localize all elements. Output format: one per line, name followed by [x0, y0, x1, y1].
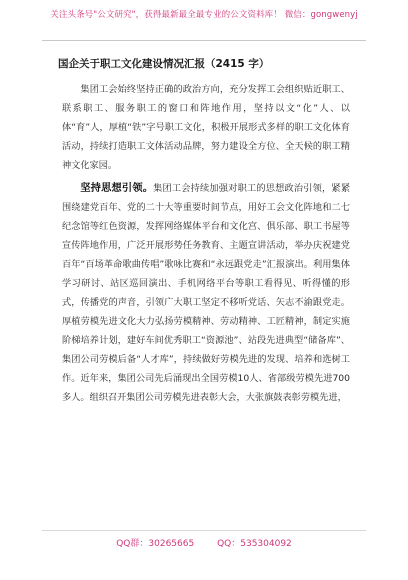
header-promo-note: 关注头条号"公文研究"，获得最新最全最专业的公文资料库！ 微信：gongwenyj [50, 10, 358, 20]
document-title: 国企关于职工文化建设情况汇报（2415 字） [58, 58, 270, 70]
header-divider [42, 40, 366, 41]
paragraph-2-text: 集团工会持续加强对职工的思想政治引领，紧紧围绕建党百年、党的二十大等重要时间节点，用好工会文化阵地和二七纪念馆等红色资源，发挥网络媒体平台和文化宫、俱乐部、职工书屋等宣传阵地作用，广泛开展形势任务教育、主题宣讲活动，举办庆祝建党百年“百场革命歌曲传唱”歌咏比赛和“永远跟党走”汇报演出。利用集体学习研讨、站区巡回演出、手机网络平台等职工看得见、听得懂的形式，传播党的声音，引领广大职工坚定不移听党话、矢志不渝跟党走。厚植劳模先进文化大力弘扬劳模精神、劳动精神、工匠精神，制定实施阶梯培养计划，建好车间优秀职工“资源池”、站段先进典型“储备库”、集团公司劳模后备“人才库”，持续做好劳模先进的发现、培养和选树工作。近年来，集团公司先后涌现出全国劳模10人、省部级劳模先进700多人。组织召开集团公司劳模先进表彰大会，大张旗鼓表彰劳模先进， [62, 183, 351, 403]
paragraph-2 [62, 179, 350, 407]
paragraph-1-text: 集团工会始终坚持正确的政治方向，充分发挥工会组织贴近职工、联系职工、服务职工的窗口和阵地作用，坚持以文“化”人、以体“育”人，厚植“铁”字号职工文化，积极开展形式多样的职工文化体育活动，持续打造职工文体活动品牌，努力建设全方位、全天候的职工精神文化家园。 [62, 84, 350, 171]
footer-qq-group: QQ群：30265665 [116, 539, 195, 549]
footer-divider [42, 530, 366, 531]
paragraph-1 [62, 80, 350, 175]
document-body [62, 80, 350, 407]
paragraph-2-lead: 坚持思想引领。 [80, 183, 154, 194]
footer-qq-contact: QQ：535304092 [217, 539, 292, 549]
footer-contacts [0, 536, 408, 549]
